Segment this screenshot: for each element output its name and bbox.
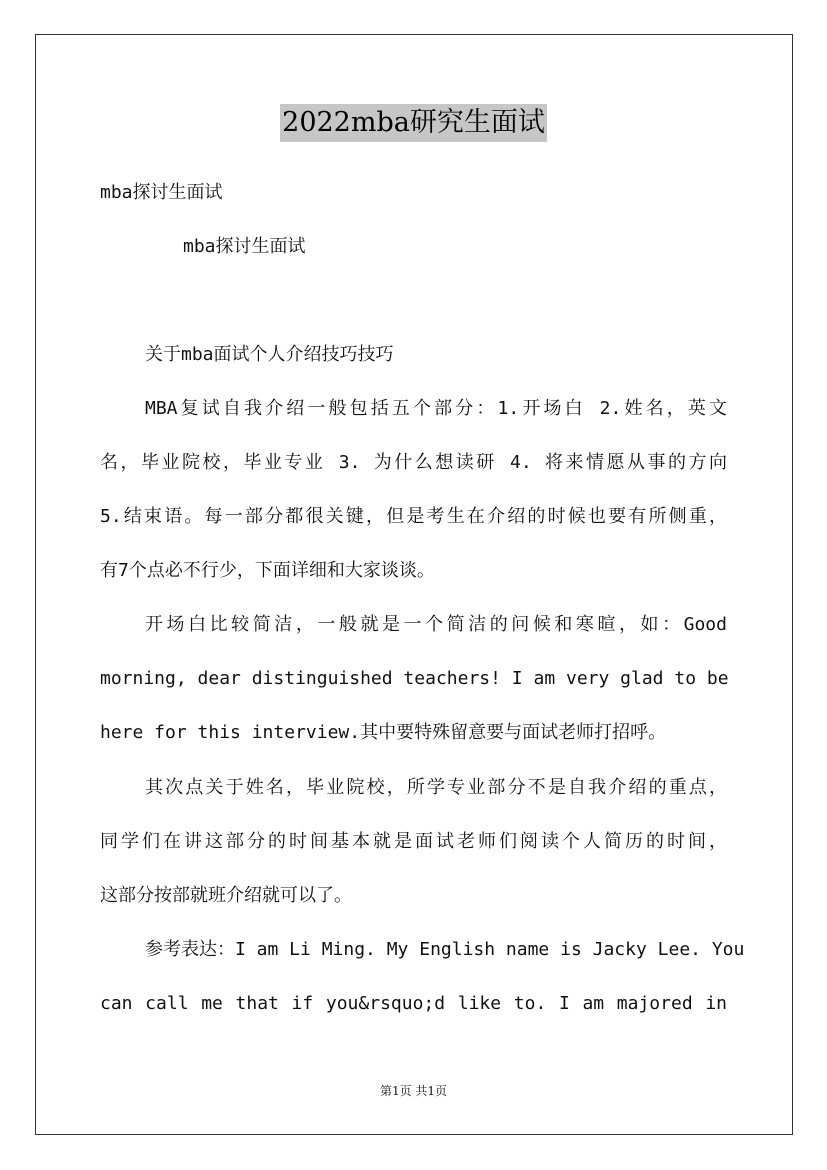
heading-secondary: mba探讨生面试 (183, 236, 306, 257)
paragraph-line: here for this interview.其中要特殊留意要与面试老师打招呼。 (100, 722, 667, 743)
page-number-label: 第1页 共1页 (379, 1084, 448, 1098)
paragraph-line: morning, dear distinguished teachers! I am very glad to be (100, 668, 729, 689)
paragraph-line: 这部分按部就班介绍就可以了。 (100, 885, 352, 906)
paragraph-line: 开场白比较简洁，一般就是一个简洁的问候和寒暄，如：Good (145, 614, 727, 635)
page-footer (0, 1083, 827, 1099)
paragraph-line: 参考表达：I am Li Ming. My English name is Jacky Lee. You (145, 939, 745, 960)
document-title: 2022mba研究生面试 (280, 104, 547, 142)
heading-primary: mba探讨生面试 (100, 182, 223, 203)
paragraph-line: can call me that if you&rsquo;d like to. I am majored in (100, 993, 727, 1014)
paragraph-line: 名，毕业院校，毕业专业 3. 为什么想读研 4. 将来情愿从事的方向 (100, 452, 727, 473)
section-title: 关于mba面试个人介绍技巧技巧 (145, 344, 394, 365)
paragraph-line: MBA复试自我介绍一般包括五个部分：1.开场白 2.姓名，英文 (145, 398, 727, 419)
paragraph-line: 有7个点必不行少，下面详细和大家谈谈。 (100, 560, 435, 581)
paragraph-line: 其次点关于姓名，毕业院校，所学专业部分不是自我介绍的重点， (145, 777, 727, 798)
paragraph-line: 同学们在讲这部分的时间基本就是面试老师们阅读个人简历的时间， (100, 831, 727, 852)
paragraph-line: 5.结束语。每一部分都很关键，但是考生在介绍的时候也要有所侧重， (100, 506, 727, 527)
title-container (0, 104, 827, 142)
